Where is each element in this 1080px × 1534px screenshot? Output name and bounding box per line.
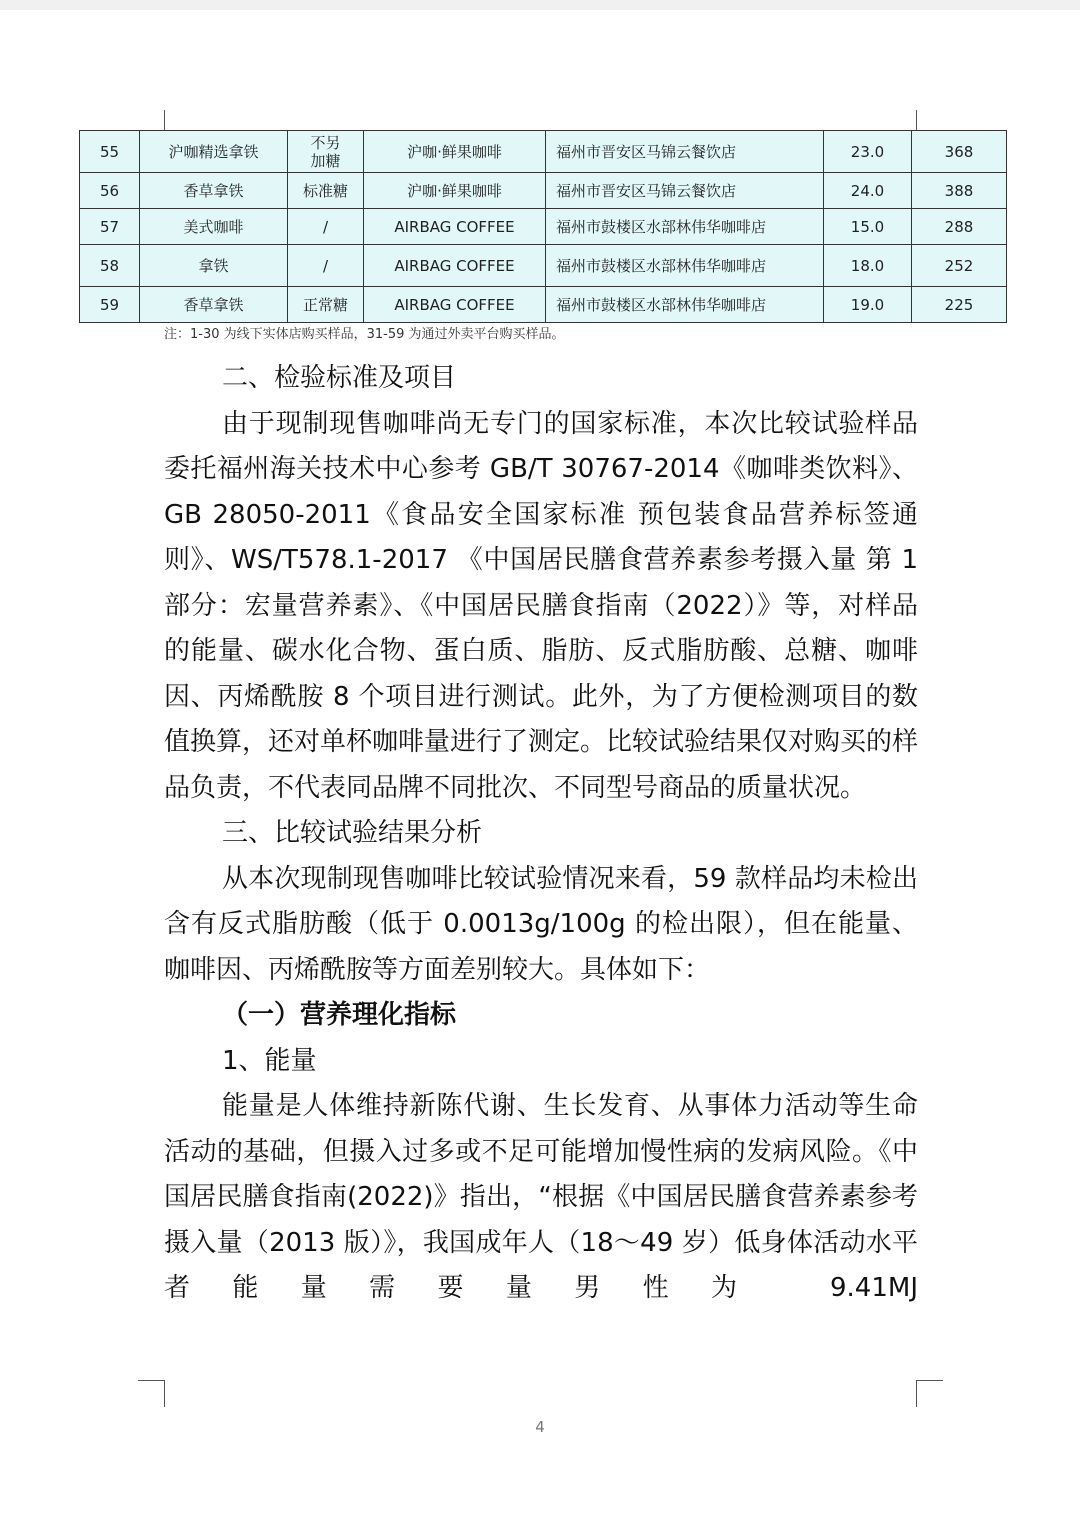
price: 19.0	[824, 287, 912, 323]
store: 福州市鼓楼区水部林伟华咖啡店	[546, 287, 824, 323]
table-row	[80, 245, 1007, 287]
paragraph: 由于现制现售咖啡尚无专门的国家标准，本次比较试验样品委托福州海关技术中心参考 GB/T 30767-2014《咖啡类饮料》、GB 28050-2011《食品安全国家标准 预包装食品营养标签通则》、WS/T578.1-2017 《中国居民膳食营养素参考摄入量 第 1 部分：宏量营养素》、《中国居民膳食指南（2022）》等，对样品的能量、碳水化合物、蛋白质、脂肪、反式脂肪酸、总糖、咖啡因、丙烯酰胺 8 个项目进行测试。此外，为了方便检测项目的数值换算，还对单杯咖啡量进行了测定。比较试验结果仅对购买的样品负责，不代表同品牌不同批次、不同型号商品的质量状况。	[164, 408, 919, 803]
sample-name: 香草拿铁	[140, 173, 288, 209]
sample-name: 香草拿铁	[140, 287, 288, 323]
volume: 368	[912, 131, 1007, 173]
price: 23.0	[824, 131, 912, 173]
price: 18.0	[824, 245, 912, 287]
sugar-level: 不另 加糖	[288, 131, 364, 173]
sample-table	[79, 130, 1007, 323]
table-row	[80, 209, 1007, 245]
sample-name: 美式咖啡	[140, 209, 288, 245]
brand: AIRBAG COFFEE	[364, 245, 546, 287]
sample-number: 59	[80, 287, 140, 323]
price: 24.0	[824, 173, 912, 209]
store: 福州市鼓楼区水部林伟华咖啡店	[546, 209, 824, 245]
volume: 225	[912, 287, 1007, 323]
sugar-level: /	[288, 245, 364, 287]
paragraph: 从本次现制现售咖啡比较试验情况来看，59 款样品均未检出含有反式脂肪酸（低于 0.0013g/100g 的检出限），但在能量、咖啡因、丙烯酰胺等方面差别较大。具体如下：	[164, 863, 918, 985]
paragraph: 能量是人体维持新陈代谢、生长发育、从事体力活动等生命活动的基础，但摄入过多或不足可能增加慢性病的发病风险。《中国居民膳食指南(2022)》指出，“根据《中国居民膳食营养素参考摄入量（2013 版）》，我国成年人（18～49 岁）低身体活动水平者能量需要量男性为 9.41MJ	[164, 1091, 918, 1303]
brand: 沪咖·鲜果咖啡	[364, 131, 546, 173]
sugar-level: /	[288, 209, 364, 245]
sample-number: 55	[80, 131, 140, 173]
sample-number: 56	[80, 173, 140, 209]
crop-mark-bottom-left	[138, 1380, 165, 1407]
section-heading: 二、检验标准及项目	[222, 363, 457, 393]
crop-mark-bottom-right	[916, 1380, 943, 1407]
sample-name: 沪咖精选拿铁	[140, 131, 288, 173]
brand: AIRBAG COFFEE	[364, 209, 546, 245]
page-number: 4	[535, 1418, 545, 1436]
body-text	[164, 356, 918, 1312]
brand: 沪咖·鲜果咖啡	[364, 173, 546, 209]
store: 福州市晋安区马锦云餐饮店	[546, 131, 824, 173]
table-row	[80, 287, 1007, 323]
brand: AIRBAG COFFEE	[364, 287, 546, 323]
table-row	[80, 131, 1007, 173]
sugar-level: 标准糖	[288, 173, 364, 209]
store: 福州市鼓楼区水部林伟华咖啡店	[546, 245, 824, 287]
sugar-level: 正常糖	[288, 287, 364, 323]
store: 福州市晋安区马锦云餐饮店	[546, 173, 824, 209]
table-row	[80, 173, 1007, 209]
price: 15.0	[824, 209, 912, 245]
volume: 252	[912, 245, 1007, 287]
table-note: 注：1-30 为线下实体店购买样品，31-59 为通过外卖平台购买样品。	[164, 327, 565, 342]
volume: 388	[912, 173, 1007, 209]
section-heading: 三、比较试验结果分析	[222, 818, 483, 848]
subsection-heading: （一）营养理化指标	[222, 1000, 457, 1030]
sample-name: 拿铁	[140, 245, 288, 287]
sample-number: 57	[80, 209, 140, 245]
sample-number: 58	[80, 245, 140, 287]
volume: 288	[912, 209, 1007, 245]
item-heading: 1、能量	[222, 1045, 317, 1076]
